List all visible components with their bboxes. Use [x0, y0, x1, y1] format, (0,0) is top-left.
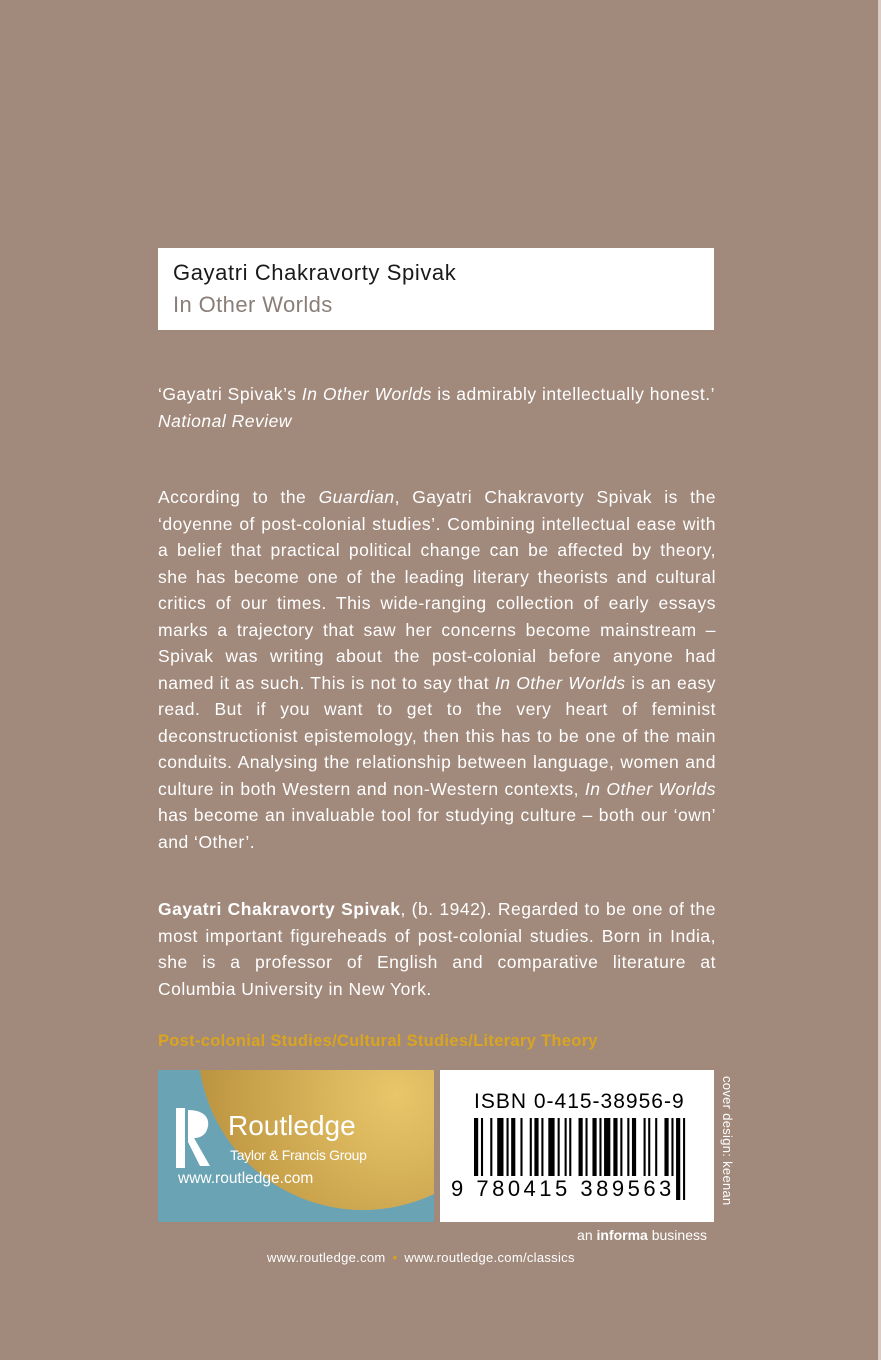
text-segment: According to the	[158, 487, 319, 507]
quote-source	[158, 408, 716, 435]
review-quote	[158, 381, 716, 434]
informa-suffix: business	[647, 1227, 707, 1243]
text-segment: is an easy read. But if you want to get to the very heart of feminist deconstructionist epistemology, then this has to be one of the main conduits. Analysing the relationship between language, women and culture in both Western and non-Western contexts,	[158, 672, 717, 799]
quote-source-text: National Review	[158, 410, 292, 431]
barcode-box	[440, 1070, 714, 1222]
separator-dot: •	[392, 1250, 398, 1265]
informa-prefix: an	[577, 1227, 597, 1243]
ean-text: 9 780415 389563	[451, 1176, 675, 1201]
publisher-url[interactable]: www.routledge.com	[178, 1170, 314, 1187]
author-name: Gayatri Chakravorty Spivak	[173, 260, 457, 285]
barcode-bar	[676, 1118, 680, 1200]
subject-categories: Post-colonial Studies/Cultural Studies/Literary Theory	[158, 1032, 598, 1050]
informa-tagline	[577, 1227, 707, 1243]
text-segment: Gayatri Chakravorty Spivak	[158, 899, 401, 919]
book-title: In Other Worlds	[173, 292, 333, 317]
title-box	[158, 248, 714, 330]
text-segment: In Other Worlds	[494, 672, 626, 693]
publisher-name: Routledge	[228, 1110, 356, 1141]
quote-text	[158, 381, 716, 408]
text-segment: In Other Worlds	[301, 384, 432, 404]
footer-urls	[267, 1250, 575, 1265]
book-description	[158, 484, 716, 855]
routledge-logo-icon	[176, 1108, 216, 1168]
publisher-group: Taylor & Francis Group	[230, 1147, 367, 1163]
barcode-bar	[683, 1118, 685, 1200]
publisher-panel	[158, 1070, 434, 1222]
text-segment: , Gayatri Chakravorty Spivak is the ‘doyenne of post-colonial studies’. Combining intellectual ease with a belief that practical political change can be affected by theory, she has become one of the leading literary theorists and cultural critics of our times. This wide-ranging collection of early essays marks a trajectory that saw her concerns become mainstream – Spivak was writing about the post-colonial before anyone had named it as such. This is not to say that	[158, 487, 717, 693]
isbn-text: ISBN 0-415-38956-9	[474, 1090, 685, 1113]
text-segment: , (b. 1942). Regarded to be one of the most important figureheads of post-colonial studies. Born in India, she is a professor of English and comparative literature at Columbia University in New York.	[158, 899, 716, 999]
footer-url-routledge[interactable]: www.routledge.com	[267, 1250, 386, 1265]
text-segment: Guardian	[318, 487, 395, 507]
cover-design-credit: cover design: keenan	[720, 1076, 735, 1206]
text-segment: ‘Gayatri Spivak’s	[158, 384, 302, 404]
informa-brand: informa	[596, 1227, 648, 1243]
ean-number	[450, 1176, 676, 1202]
text-segment: In Other Worlds	[584, 778, 716, 799]
text-segment: has become an invaluable tool for studying culture – both our ‘own’ and ‘Other’.	[158, 805, 716, 852]
author-bio	[158, 896, 716, 1002]
text-segment: is admirably intellectually honest.’	[431, 384, 715, 404]
footer-url-classics[interactable]: www.routledge.com/classics	[404, 1250, 575, 1265]
